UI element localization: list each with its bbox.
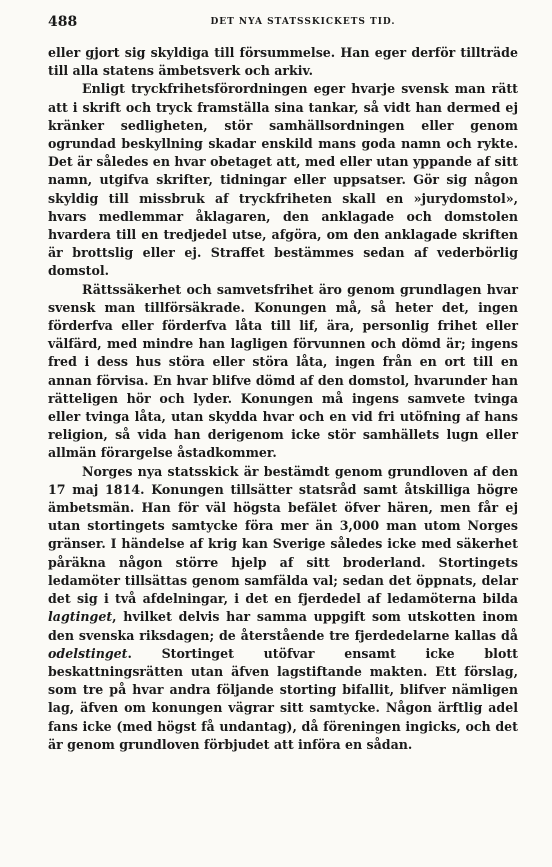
- running-title: DET NYA STATSSKICKETS TID.: [210, 17, 396, 27]
- paragraph-press-freedom: Enligt tryckfrihetsförordningen eger hvarje svensk man rätt att i skrift och tryck framställa sina tankar, så vidt han dermed ej kränker sedligheten, stör samhällsordningen eller genom ogrundad beskyllning skadar enskild mans goda namn och rykte. Det är således en hvar obetaget att, med eller utan yppande af sitt namn, utgifva skrifter, tidningar eller uppsatser. Gör sig någon skyldig till missbruk af tryckfriheten skall en »jurydomstol», hvars medlemmar åklagaren, den anklagade och domstolen hvardera till en tredjedel utse, afgöra, om den anklagade skriften är brottslig eller ej. Straffet bestämmes sedan af vederbörlig domstol.: [48, 81, 518, 279]
- page-header: [48, 14, 518, 44]
- page-number: 488: [48, 14, 78, 30]
- body-text: [48, 44, 518, 754]
- paragraph-continuation: eller gjort sig skyldiga till försummelse. Han eger derför tillträde till alla statens ämbetsverk och arkiv.: [48, 45, 518, 79]
- paragraph-norway-constitution: Norges nya statsskick är bestämdt genom grundloven af den 17 maj 1814. Konungen tillsätter statsråd samt åtskilliga högre ämbetsmän. Han för väl högsta befälet öfver hären, men får ej utan stortingets samtycke föra mer än 3,000 man utom Norges gränser. I händelse af krig kan Sverige således icke med säkerhet påräkna någon större hjelp af sitt broderland. Stortingets ledamöter tillsättas genom samfälda val; sedan det öppnats, delar det sig i två afdelningar, i det en fjerdedel af ledamöterna bilda lagtinget, hvilket delvis har samma uppgift som utskotten inom den svenska riksdagen; de återstående tre fjerdedelarne kallas då odelstinget. Stortinget utöfvar ensamt icke blott beskattningsrätten utan äfven lagstiftande makten. Ett förslag, som tre på hvar andra följande storting bifallit, blifver nämligen lag, äfven om konungen vägrar sitt samtycke. Någon ärftlig adel fans icke (med högst få undantag), då föreningen ingicks, och det är genom grundloven förbjudet att införa en sådan.: [48, 463, 518, 752]
- paragraph-legal-security: Rättssäkerhet och samvetsfrihet äro genom grundlagen hvar svensk man tillförsäkrade. Konungen må, så heter det, ingen förderfva eller förderfva låta till lif, ära, personlig frihet eller välfärd, med mindre han lagligen förvunnen och dömd är; ingens fred i dess hus störa eller störa låta, ingen från en ort till en annan förvisa. En hvar blifve dömd af den domstol, hvarunder han rätteligen hör och lyder. Konungen må ingens samvete tvinga eller tvinga låta, utan skydda hvar och en vid fri utöfning af hans religion, så vida han derigenom icke stör samhällets lugn eller allmän förargelse åstadkommer.: [48, 281, 518, 461]
